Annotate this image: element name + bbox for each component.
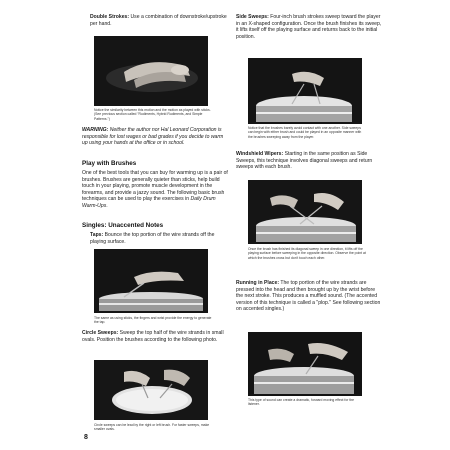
circle-sweeps-paragraph — [82, 330, 228, 343]
caption-side-sweeps: Notice that the brushes barely avoid contact with one another. Side sweeps can begin with either brush and could be played in an opposite manner with the brushes sweeping away from the player. — [248, 126, 362, 139]
side-sweeps-label: Side Sweeps: — [236, 14, 269, 20]
double-strokes-text: Use a combination of downstroke/upstroke per hand. — [90, 14, 227, 27]
warning-label: WARNING: — [82, 127, 109, 133]
brushes-text-2: . — [106, 202, 108, 209]
running-in-place-label: Running in Place: — [236, 280, 280, 286]
double-strokes-paragraph — [90, 14, 228, 27]
windshield-wipers-text: Starting in the same position as Side Sweeps, this technique involves diagonal sweeps and return sweeps with each brush. — [236, 151, 373, 171]
heading-singles: Singles: Unaccented Notes — [82, 222, 164, 229]
brushes-text-1: One of the best tools that you can buy for warming up is a pair of brushes. Brushes are generally quieter than sticks, help build touch in your playing, promote muscle development in the forearms, and provide a jazzy sound. The following basic brush techniques can be used to play the exercises in — [82, 170, 228, 203]
windshield-wipers-paragraph — [236, 151, 382, 171]
brushes-text-em: Daily Drum Warm-Ups — [82, 196, 216, 209]
photo-windshield-wipers — [248, 180, 362, 244]
double-strokes-label: Double Strokes: — [90, 14, 130, 20]
caption-running-in-place: This type of sound can create a dramatic, forward moving effect for the listener. — [248, 398, 355, 407]
running-in-place-paragraph — [236, 280, 382, 313]
taps-text: Bounce the top portion of the wire strands off the playing surface. — [90, 232, 215, 245]
photo-side-sweeps — [248, 58, 362, 124]
brush-tap-illustration — [94, 249, 208, 313]
circle-sweep-illustration — [94, 360, 208, 420]
running-in-place-text: The top portion of the wire strands are pressed into the head and then brought up by the wrist before the next stroke. This produces a muffled sound. (The accented version of this technique is called a "plop." See following section on accented singles.) — [236, 280, 381, 313]
brushes-paragraph — [82, 170, 228, 210]
warning-text: Neither the author nor Hal Leonard Corporation is responsible for lost wages or bad grades if you decide to warm up using your hands at the office or in school. — [82, 127, 224, 147]
taps-paragraph — [90, 232, 228, 245]
photo-circle-sweeps — [94, 360, 208, 420]
hands-on-lap-illustration — [94, 36, 208, 106]
heading-play-with-brushes: Play with Brushes — [82, 160, 137, 167]
photo-taps — [94, 249, 208, 313]
windshield-wiper-illustration — [248, 180, 362, 244]
caption-windshield-wipers: Once the brush has finished its diagonal sweep in one direction, it lifts off the playing surface before sweeping in the opposite direction. Observe the point at which the brushes cross but don't touch each other. — [248, 247, 366, 260]
page-number: 8 — [84, 434, 88, 441]
taps-label: Taps: — [90, 232, 104, 238]
side-sweeps-paragraph — [236, 14, 382, 40]
side-sweep-illustration — [248, 58, 362, 124]
caption-taps: The same as using sticks, the fingers and wrist provide the energy to generate the tap. — [94, 316, 212, 325]
caption-circle-sweeps: Circle sweeps can be lead by the right or left brush. For faster sweeps, make smaller ovals. — [94, 423, 210, 432]
photo-double-strokes — [94, 36, 208, 106]
photo-running-in-place — [248, 332, 362, 396]
windshield-wipers-label: Windshield Wipers: — [236, 151, 284, 157]
circle-sweeps-text: Sweep the top half of the wire strands in small ovals. Position the brushes according to the following photo. — [82, 330, 224, 343]
circle-sweeps-label: Circle Sweeps: — [82, 330, 119, 336]
warning-paragraph — [82, 127, 228, 147]
running-in-place-illustration — [248, 332, 362, 396]
caption-double-strokes: Notice the similarity between this motion and the motion as played with sticks. (See previous section called "Rudiments, Hybrid Rudiments, and Simple Patterns.") — [94, 108, 211, 121]
side-sweeps-text: Four-inch brush strokes sweep toward the player in an X-shaped configuration. Once the brush finishes its sweep, it lifts itself off the playing surface and returns back to the initial position. — [236, 14, 382, 40]
